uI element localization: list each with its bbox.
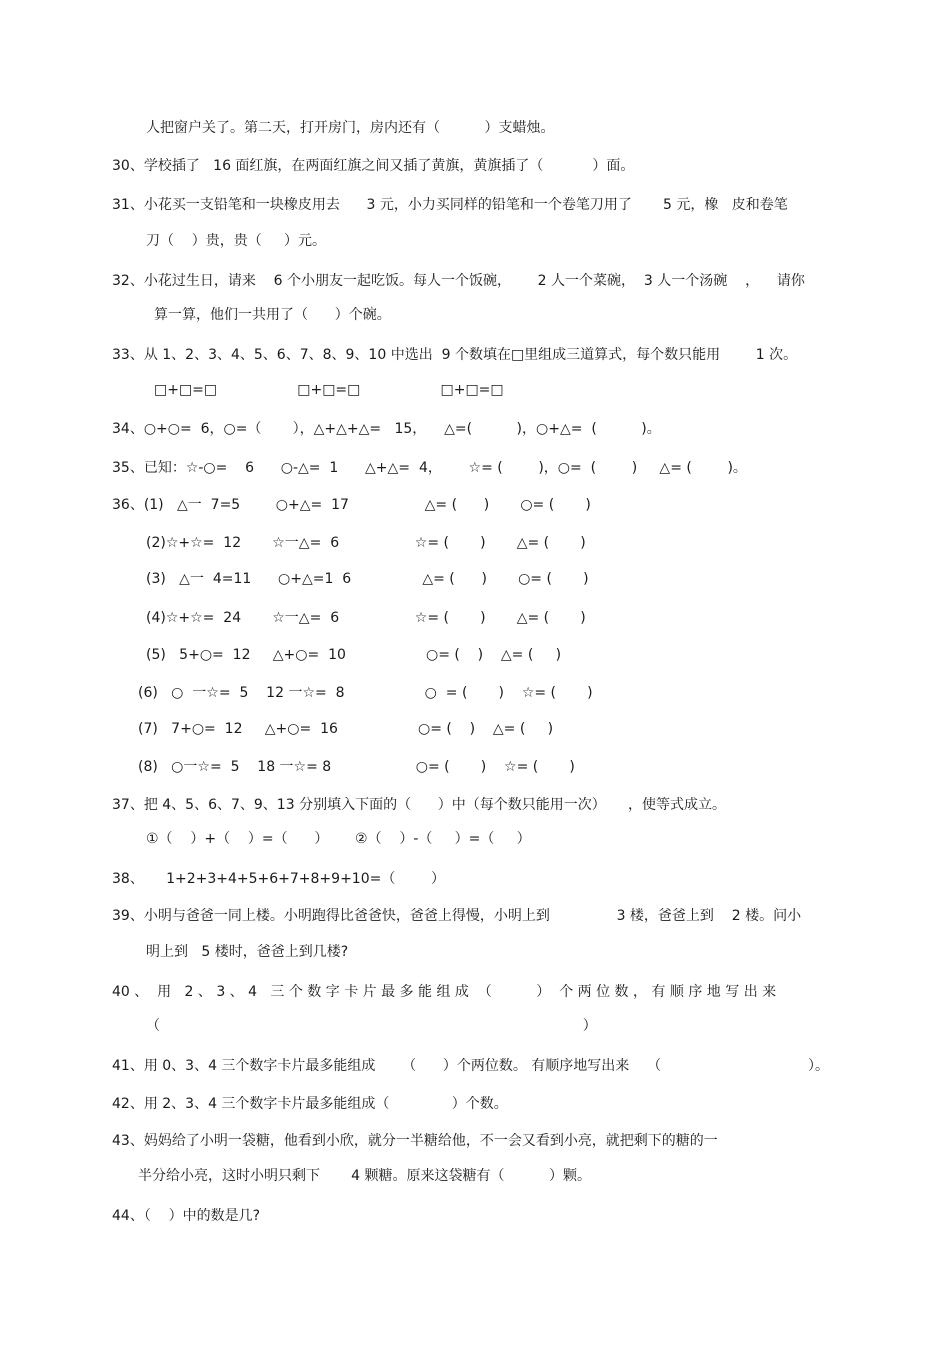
q37-equations: ①（ ）+（ ）=（ ） ②（ ）-（ ）=（ ）: [146, 831, 531, 847]
q32-continued: 算一算，他们一共用了（ ）个碗。: [154, 307, 391, 323]
q36-part5: (5) 5+○= 12 △+○= 10 ○= ( ) △= ( ): [146, 647, 562, 663]
q33-formulas: □+□=□ □+□=□ □+□=□: [154, 382, 504, 398]
q36-part1: 36、(1) △一 7=5 ○+△= 17 △= ( ) ○= ( ): [112, 497, 591, 513]
q30: 30、学校插了 16 面红旗，在两面红旗之间又插了黄旗，黄旗插了（ ）面。: [112, 158, 635, 174]
q31: 31、小花买一支铅笔和一块橡皮用去 3 元，小力买同样的铅笔和一个卷笔刀用了 5 元，橡 皮和卷笔: [112, 197, 788, 213]
q43-continued: 半分给小亮，这时小明只剩下 4 颗糖。原来这袋糖有（ ）颗。: [138, 1168, 592, 1184]
q35: 35、已知：☆-○= 6 ○-△= 1 △+△= 4， ☆= ( )，○= ( ) △= ( )。: [112, 460, 747, 476]
q33: 33、从 1、2、3、4、5、6、7、8、9、10 中选出 9 个数填在□里组成三道算式，每个数只能用 1 次。: [112, 347, 798, 363]
q36-part7: (7) 7+○= 12 △+○= 16 ○= ( ) △= ( ): [138, 721, 554, 737]
q40-answer: （ ）: [146, 1018, 597, 1034]
q37: 37、把 4、5、6、7、9、13 分别填入下面的（ ）中（每个数只能用一次） ，使等式成立。: [112, 797, 727, 813]
q42: 42、用 2、3、4 三个数字卡片最多能组成（ ）个数。: [112, 1096, 508, 1112]
q41: 41、用 0、3、4 三个数字卡片最多能组成 （ ）个两位数。 有顺序地写出来 （ ）。: [112, 1058, 829, 1074]
q40: 40 、 用 2 、 3 、 4 三 个 数 字 卡 片 最 多 能 组 成 （ ） 个 两 位 数 ， 有 顺 序 地 写 出 来: [112, 984, 777, 1000]
q39-continued: 明上到 5 楼时，爸爸上到几楼?: [146, 944, 349, 960]
q43: 43、妈妈给了小明一袋糖，他看到小欣，就分一半糖给他，不一会又看到小亮，就把剩下的糖的一: [112, 1133, 718, 1149]
q36-part3: (3) △一 4=11 ○+△=1 6 △= ( ) ○= ( ): [146, 571, 589, 587]
q29-continued: 人把窗户关了。第二天，打开房门，房内还有（ ）支蜡烛。: [146, 120, 555, 136]
q36-part8: (8) ○一☆= 5 18 一☆= 8 ○= ( ) ☆= ( ): [138, 759, 575, 775]
q38: 38、 1+2+3+4+5+6+7+8+9+10=（ ）: [112, 871, 445, 887]
q32: 32、小花过生日，请来 6 个小朋友一起吃饭。每人一个饭碗， 2 人一个菜碗， 3 人一个汤碗 ， 请你: [112, 273, 805, 289]
q36-part6: (6) ○ 一☆= 5 12 一☆= 8 ○ = ( ) ☆= ( ): [138, 685, 593, 701]
q44: 44、（ ）中的数是几?: [112, 1208, 261, 1224]
q31-continued: 刀（ ）贵，贵（ ）元。: [146, 233, 327, 249]
q36-part2: (2)☆+☆= 12 ☆一△= 6 ☆= ( ) △= ( ): [146, 535, 586, 551]
q39: 39、小明与爸爸一同上楼。小明跑得比爸爸快，爸爸上得慢，小明上到 3 楼，爸爸上到 2 楼。问小: [112, 908, 802, 924]
q36-part4: (4)☆+☆= 24 ☆一△= 6 ☆= ( ) △= ( ): [146, 610, 586, 626]
q34: 34、○+○= 6，○=（ ），△+△+△= 15， △=( )，○+△= ( )。: [112, 421, 661, 437]
